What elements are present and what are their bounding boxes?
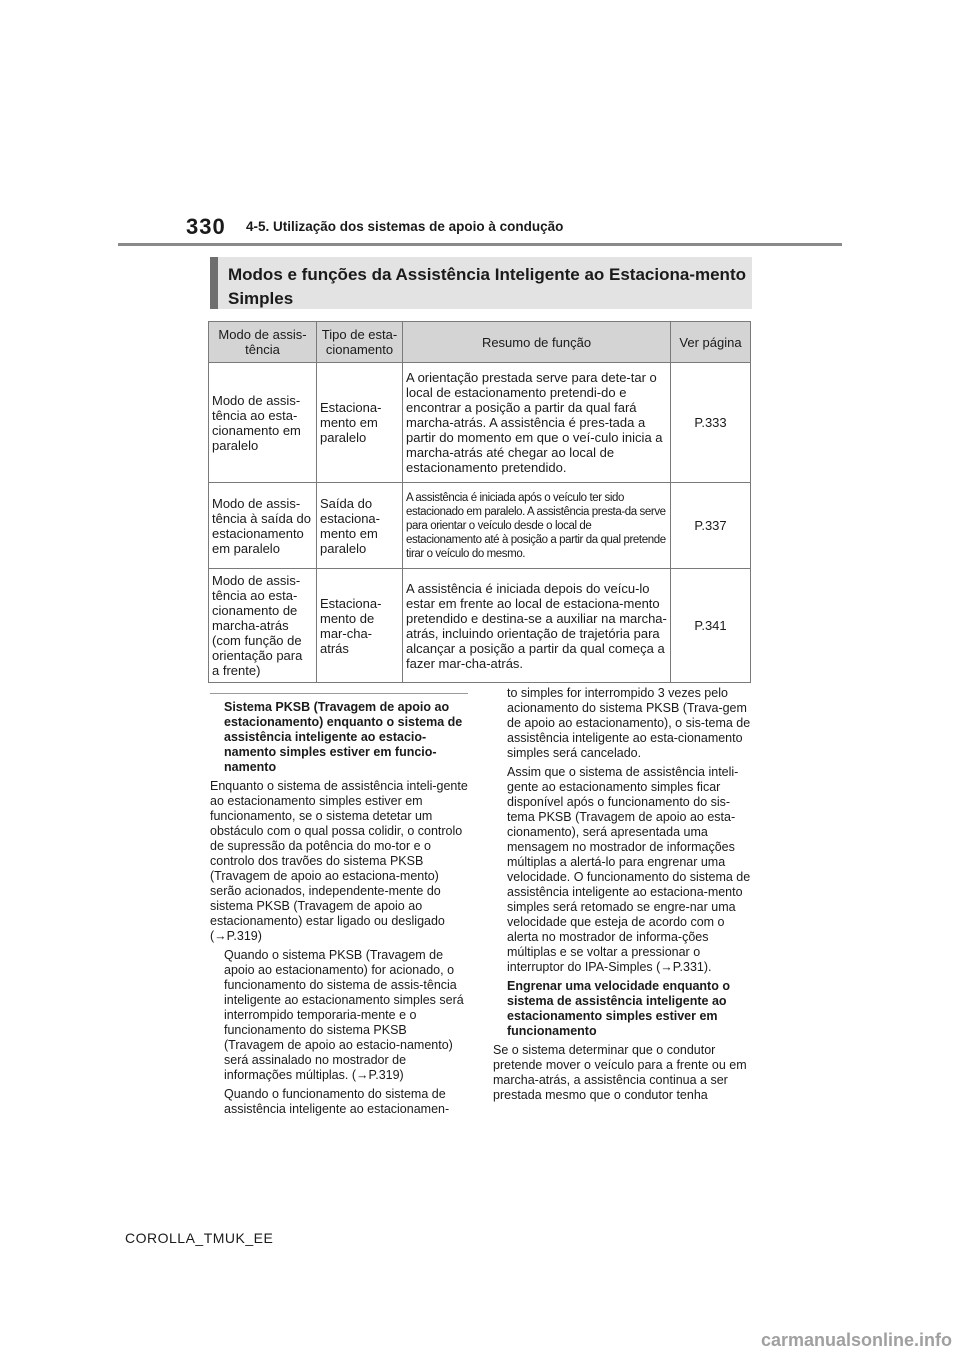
cell-type: Saída do estaciona-mento em paralelo	[317, 483, 403, 569]
column-rule	[210, 693, 468, 694]
cell-page: P.337	[671, 483, 751, 569]
watermark: carmanualsonline.info	[760, 1330, 952, 1350]
functions-table	[208, 321, 751, 683]
cell-summary: A assistência é iniciada após o veículo ter sido estacionado em paralelo. A assistência presta-da serve para orientar o veículo desde o local de estacionamento até à posição a partir da qual pretende tirar o veículo do mesmo.	[403, 483, 671, 569]
footer-code: COROLLA_TMUK_EE	[125, 1230, 274, 1246]
column-header-mode: Modo de assis-tência	[209, 322, 317, 363]
left-column-heading: Sistema PKSB (Travagem de apoio ao estacionamento) enquanto o sistema de assistência inteligente ao estacio-namento simples estiver em funcio-namento	[224, 700, 463, 774]
right-column-paragraph: Se o sistema determinar que o condutor pretende mover o veículo para a frente ou em marcha-atrás, a assistência continua a ser prestada mesmo que o condutor tenha	[493, 1043, 747, 1102]
left-column-paragraph: Enquanto o sistema de assistência inteli-gente ao estacionamento simples estiver em funcionamento, se o sistema detetar um obstáculo com o qual possa colidir, o controlo de supressão da potência do mo-tor e o controlo dos travões do sistema PKSB (Travagem de apoio ao estaciona-mento) serão acionados, independente-mente do sistema PKSB (Travagem de apoio ao estacionamento) estar ligado ou desligado (→P.319)	[210, 779, 468, 943]
column-header-page: Ver página	[671, 322, 751, 363]
right-column	[493, 686, 751, 1107]
cell-page: P.341	[671, 569, 751, 683]
right-column-paragraph: to simples for interrompido 3 vezes pelo acionamento do sistema PKSB (Trava-gem de apoio ao estacionamento), o sis-tema de assistência inteligente ao esta-cionamento simples será cancelado.	[507, 686, 751, 760]
header-rule	[118, 243, 842, 246]
left-column	[210, 700, 468, 1121]
column-header-summary: Resumo de função	[403, 322, 671, 363]
left-column-paragraph: Quando o funcionamento do sistema de assistência inteligente ao estacionamen-	[224, 1087, 450, 1116]
table-row	[209, 569, 751, 683]
cell-mode: Modo de assis-tência ao esta-cionamento de marcha-atrás (com função de orientação para a frente)	[209, 569, 317, 683]
cell-summary: A orientação prestada serve para dete-tar o local de estacionamento pretendi-do e encontrar a posição a partir da qual fará marcha-atrás. A assistência é pres-tada a partir do momento em que o veí-culo inicia a marcha-atrás até chegar ao local de estacionamento pretendido.	[403, 363, 671, 483]
column-header-type: Tipo de esta-cionamento	[317, 322, 403, 363]
cell-mode: Modo de assis-tência à saída do estacionamento em paralelo	[209, 483, 317, 569]
chapter-title: 4-5. Utilização dos sistemas de apoio à condução	[246, 219, 564, 234]
table-row	[209, 363, 751, 483]
right-column-heading: Engrenar uma velocidade enquanto o sistema de assistência inteligente ao estacionamento simples estiver em funcionamento	[507, 979, 730, 1038]
cell-type: Estaciona-mento de mar-cha-atrás	[317, 569, 403, 683]
section-header	[210, 257, 752, 309]
right-column-paragraph: Assim que o sistema de assistência inteli-gente ao estacionamento simples ficar disponível após o funcionamento do sis-tema PKSB (Travagem de apoio ao esta-cionamento), será apresentada uma mensagem no mostrador de informações múltiplas a alertá-lo para engrenar uma velocidade. O funcionamento do sistema de assistência inteligente ao estaciona-mento simples será retomado se engre-nar uma velocidade que esteja de acordo com o alerta no mostrador de informa-ções múltiplas e se voltar a pressionar o interruptor do IPA-Simples (→P.331).	[507, 765, 751, 974]
page-number: 330	[186, 214, 226, 239]
left-column-paragraph: Quando o sistema PKSB (Travagem de apoio ao estacionamento) for acionado, o funcionamento do sistema de assis-tência inteligente ao estacionamento simples será interrompido temporaria-mente e o funcionamento do sistema PKSB (Travagem de apoio ao estacio-namento) será assinalado no mostrador de informações múltiplas. (→P.319)	[224, 948, 464, 1082]
cell-summary: A assistência é iniciada depois do veícu-lo estar em frente ao local de estaciona-mento pretendido e destina-se a auxiliar na marcha-atrás, incluindo orientação de trajetória para alcançar a posição a partir da qual começa a fazer mar-cha-atrás.	[403, 569, 671, 683]
section-title: Modos e funções da Assistência Inteligente ao Estaciona-mento Simples	[228, 265, 746, 308]
cell-page: P.333	[671, 363, 751, 483]
table-row	[209, 483, 751, 569]
table-header-row	[209, 322, 751, 363]
cell-mode: Modo de assis-tência ao esta-cionamento em paralelo	[209, 363, 317, 483]
cell-type: Estaciona-mento em paralelo	[317, 363, 403, 483]
